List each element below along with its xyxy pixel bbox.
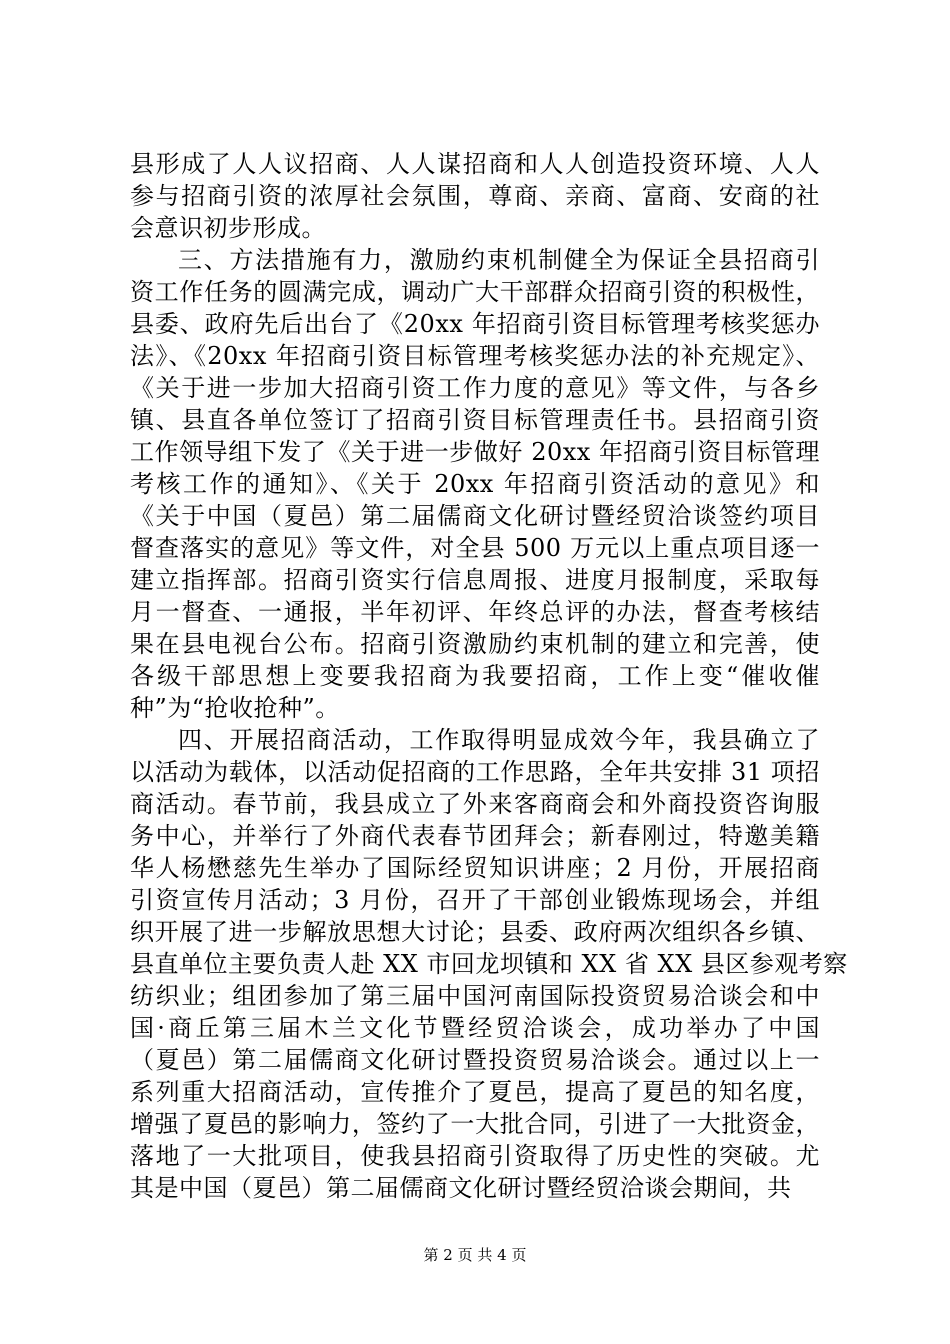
text-line: 国·商丘第三届木兰文化节暨经贸洽谈会，成功举办了中国 bbox=[130, 1014, 820, 1042]
document-body bbox=[130, 148, 848, 1204]
text-line: 三、方法措施有力，激励约束机制健全为保证全县招商引 bbox=[178, 246, 820, 274]
text-line: 种”为“抢收抢种”。 bbox=[130, 694, 340, 722]
text-line: 县直单位主要负责人赴 XX 市回龙坝镇和 XX 省 XX 县区参观考察 bbox=[130, 950, 848, 978]
text-line: 华人杨懋慈先生举办了国际经贸知识讲座；2 月份，开展招商 bbox=[130, 854, 820, 882]
text-line: 工作领导组下发了《关于进一步做好 20xx 年招商引资目标管理 bbox=[130, 438, 820, 466]
text-line: 督查落实的意见》等文件，对全县 500 万元以上重点项目逐一 bbox=[130, 534, 820, 562]
text-line: 参与招商引资的浓厚社会氛围，尊商、亲商、富商、安商的社 bbox=[130, 182, 820, 210]
text-line: 引资宣传月活动；3 月份，召开了干部创业锻炼现场会，并组 bbox=[130, 886, 820, 914]
text-line: 《关于中国（夏邑）第二届儒商文化研讨暨经贸洽谈签约项目 bbox=[130, 502, 820, 530]
text-line: 法》、《20xx 年招商引资目标管理考核奖惩办法的补充规定》、 bbox=[130, 342, 820, 370]
text-line: 考核工作的通知》、《关于 20xx 年招商引资活动的意见》和 bbox=[130, 470, 820, 498]
text-line: 月一督查、一通报，半年初评、年终总评的办法，督查考核结 bbox=[130, 598, 820, 626]
text-line: 会意识初步形成。 bbox=[130, 214, 326, 242]
text-line: 资工作任务的圆满完成，调动广大干部群众招商引资的积极性， bbox=[130, 278, 820, 306]
text-line: 纺织业；组团参加了第三届中国河南国际投资贸易洽谈会和中 bbox=[130, 982, 820, 1010]
paragraph bbox=[130, 244, 820, 724]
text-line: 四、开展招商活动，工作取得明显成效今年，我县确立了 bbox=[178, 726, 820, 754]
text-line: 以活动为载体，以活动促招商的工作思路，全年共安排 31 项招 bbox=[130, 758, 820, 786]
text-line: 县形成了人人议招商、人人谋招商和人人创造投资环境、人人 bbox=[130, 150, 820, 178]
text-line: 《关于进一步加大招商引资工作力度的意见》等文件，与各乡 bbox=[130, 374, 820, 402]
text-line: 果在县电视台公布。招商引资激励约束机制的建立和完善，使 bbox=[130, 630, 820, 658]
text-line: 系列重大招商活动，宣传推介了夏邑，提高了夏邑的知名度， bbox=[130, 1078, 820, 1106]
text-line: （夏邑）第二届儒商文化研讨暨投资贸易洽谈会。通过以上一 bbox=[130, 1046, 820, 1074]
text-line: 县委、政府先后出台了《20xx 年招商引资目标管理考核奖惩办 bbox=[130, 310, 820, 338]
text-line: 务中心，并举行了外商代表春节团拜会；新春刚过，特邀美籍 bbox=[130, 822, 820, 850]
text-line: 建立指挥部。招商引资实行信息周报、进度月报制度，采取每 bbox=[130, 566, 820, 594]
text-line: 织开展了进一步解放思想大讨论；县委、政府两次组织各乡镇、 bbox=[130, 918, 820, 946]
text-line: 其是中国（夏邑）第二届儒商文化研讨暨经贸洽谈会期间，共 bbox=[130, 1174, 792, 1202]
text-line: 各级干部思想上变要我招商为我要招商，工作上变“催收催 bbox=[130, 662, 820, 690]
page-footer: 第 2 页 共 4 页 bbox=[423, 1246, 527, 1264]
text-line: 镇、县直各单位签订了招商引资目标管理责任书。县招商引资 bbox=[130, 406, 820, 434]
text-line: 增强了夏邑的影响力，签约了一大批合同，引进了一大批资金， bbox=[130, 1110, 820, 1138]
paragraph bbox=[130, 724, 848, 1204]
text-line: 落地了一大批项目，使我县招商引资取得了历史性的突破。尤 bbox=[130, 1142, 820, 1170]
text-line: 商活动。春节前，我县成立了外来客商商会和外商投资咨询服 bbox=[130, 790, 820, 818]
paragraph bbox=[130, 148, 820, 244]
